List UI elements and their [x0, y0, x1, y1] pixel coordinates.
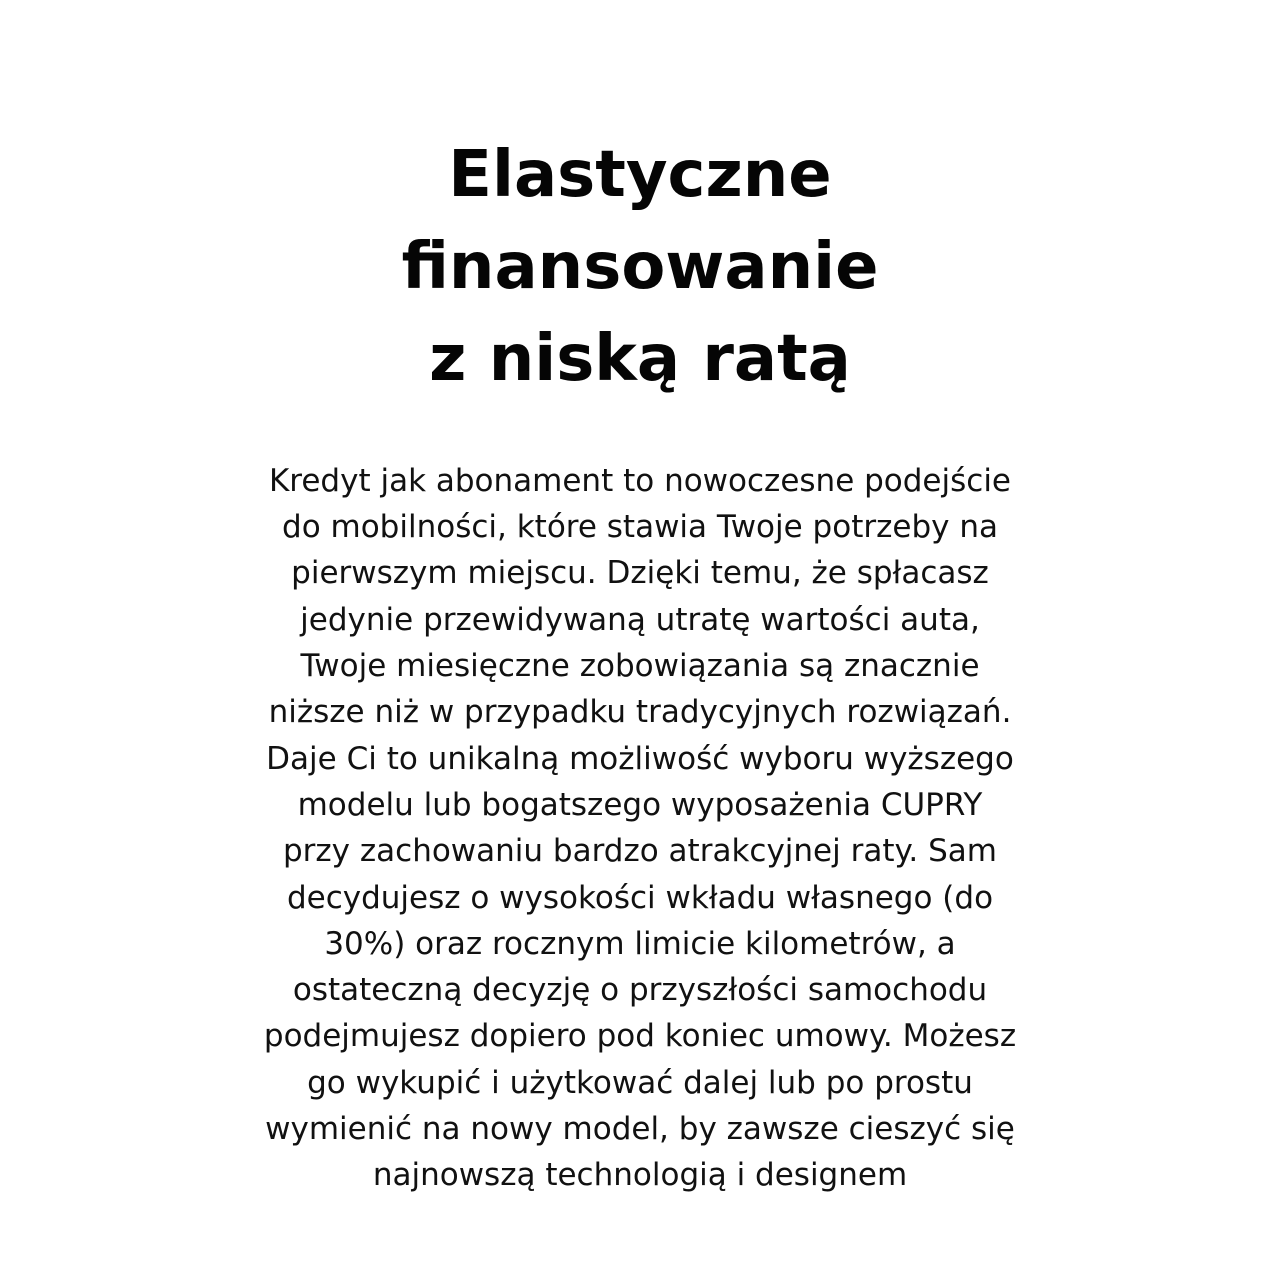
title-line: Elastyczne — [448, 138, 832, 212]
body-line: pierwszym miejscu. Dzięki temu, że spłacasz — [291, 555, 989, 592]
body-line: podejmujesz dopiero pod koniec umowy. Możesz — [263, 1018, 1017, 1055]
body-line: Twoje miesięczne zobowiązania są znacznie — [300, 648, 980, 685]
body-line: najnowszą technologią i designem — [372, 1157, 908, 1194]
body-line: jedynie przewidywaną utratę wartości auta, — [300, 601, 980, 638]
body-paragraph — [264, 458, 1016, 1199]
body-line: przy zachowaniu bardzo atrakcyjnej raty. Sam — [282, 833, 997, 870]
body-line: decydujesz o wysokości wkładu własnego (do — [286, 879, 994, 916]
body-line: 30%) oraz rocznym limicie kilometrów, a — [324, 925, 956, 962]
body-line: modelu lub bogatszego wyposażenia CUPRY — [297, 786, 983, 823]
body-line: ostateczną decyzję o przyszłości samochodu — [292, 972, 988, 1009]
page-title — [401, 129, 878, 405]
body-line: niższe niż w przypadku tradycyjnych rozwiązań. — [268, 694, 1012, 731]
body-line: Kredyt jak abonament to nowoczesne podejście — [268, 462, 1012, 499]
body-line: do mobilności, które stawia Twoje potrzeby na — [282, 509, 998, 546]
body-line: go wykupić i użytkować dalej lub po prostu — [307, 1064, 973, 1101]
title-line: z niską ratą — [429, 322, 851, 396]
body-line: Daje Ci to unikalną możliwość wyboru wyższego — [266, 740, 1014, 777]
title-line: finansowanie — [401, 230, 879, 304]
body-line: wymienić na nowy model, by zawsze cieszyć się — [265, 1111, 1015, 1148]
